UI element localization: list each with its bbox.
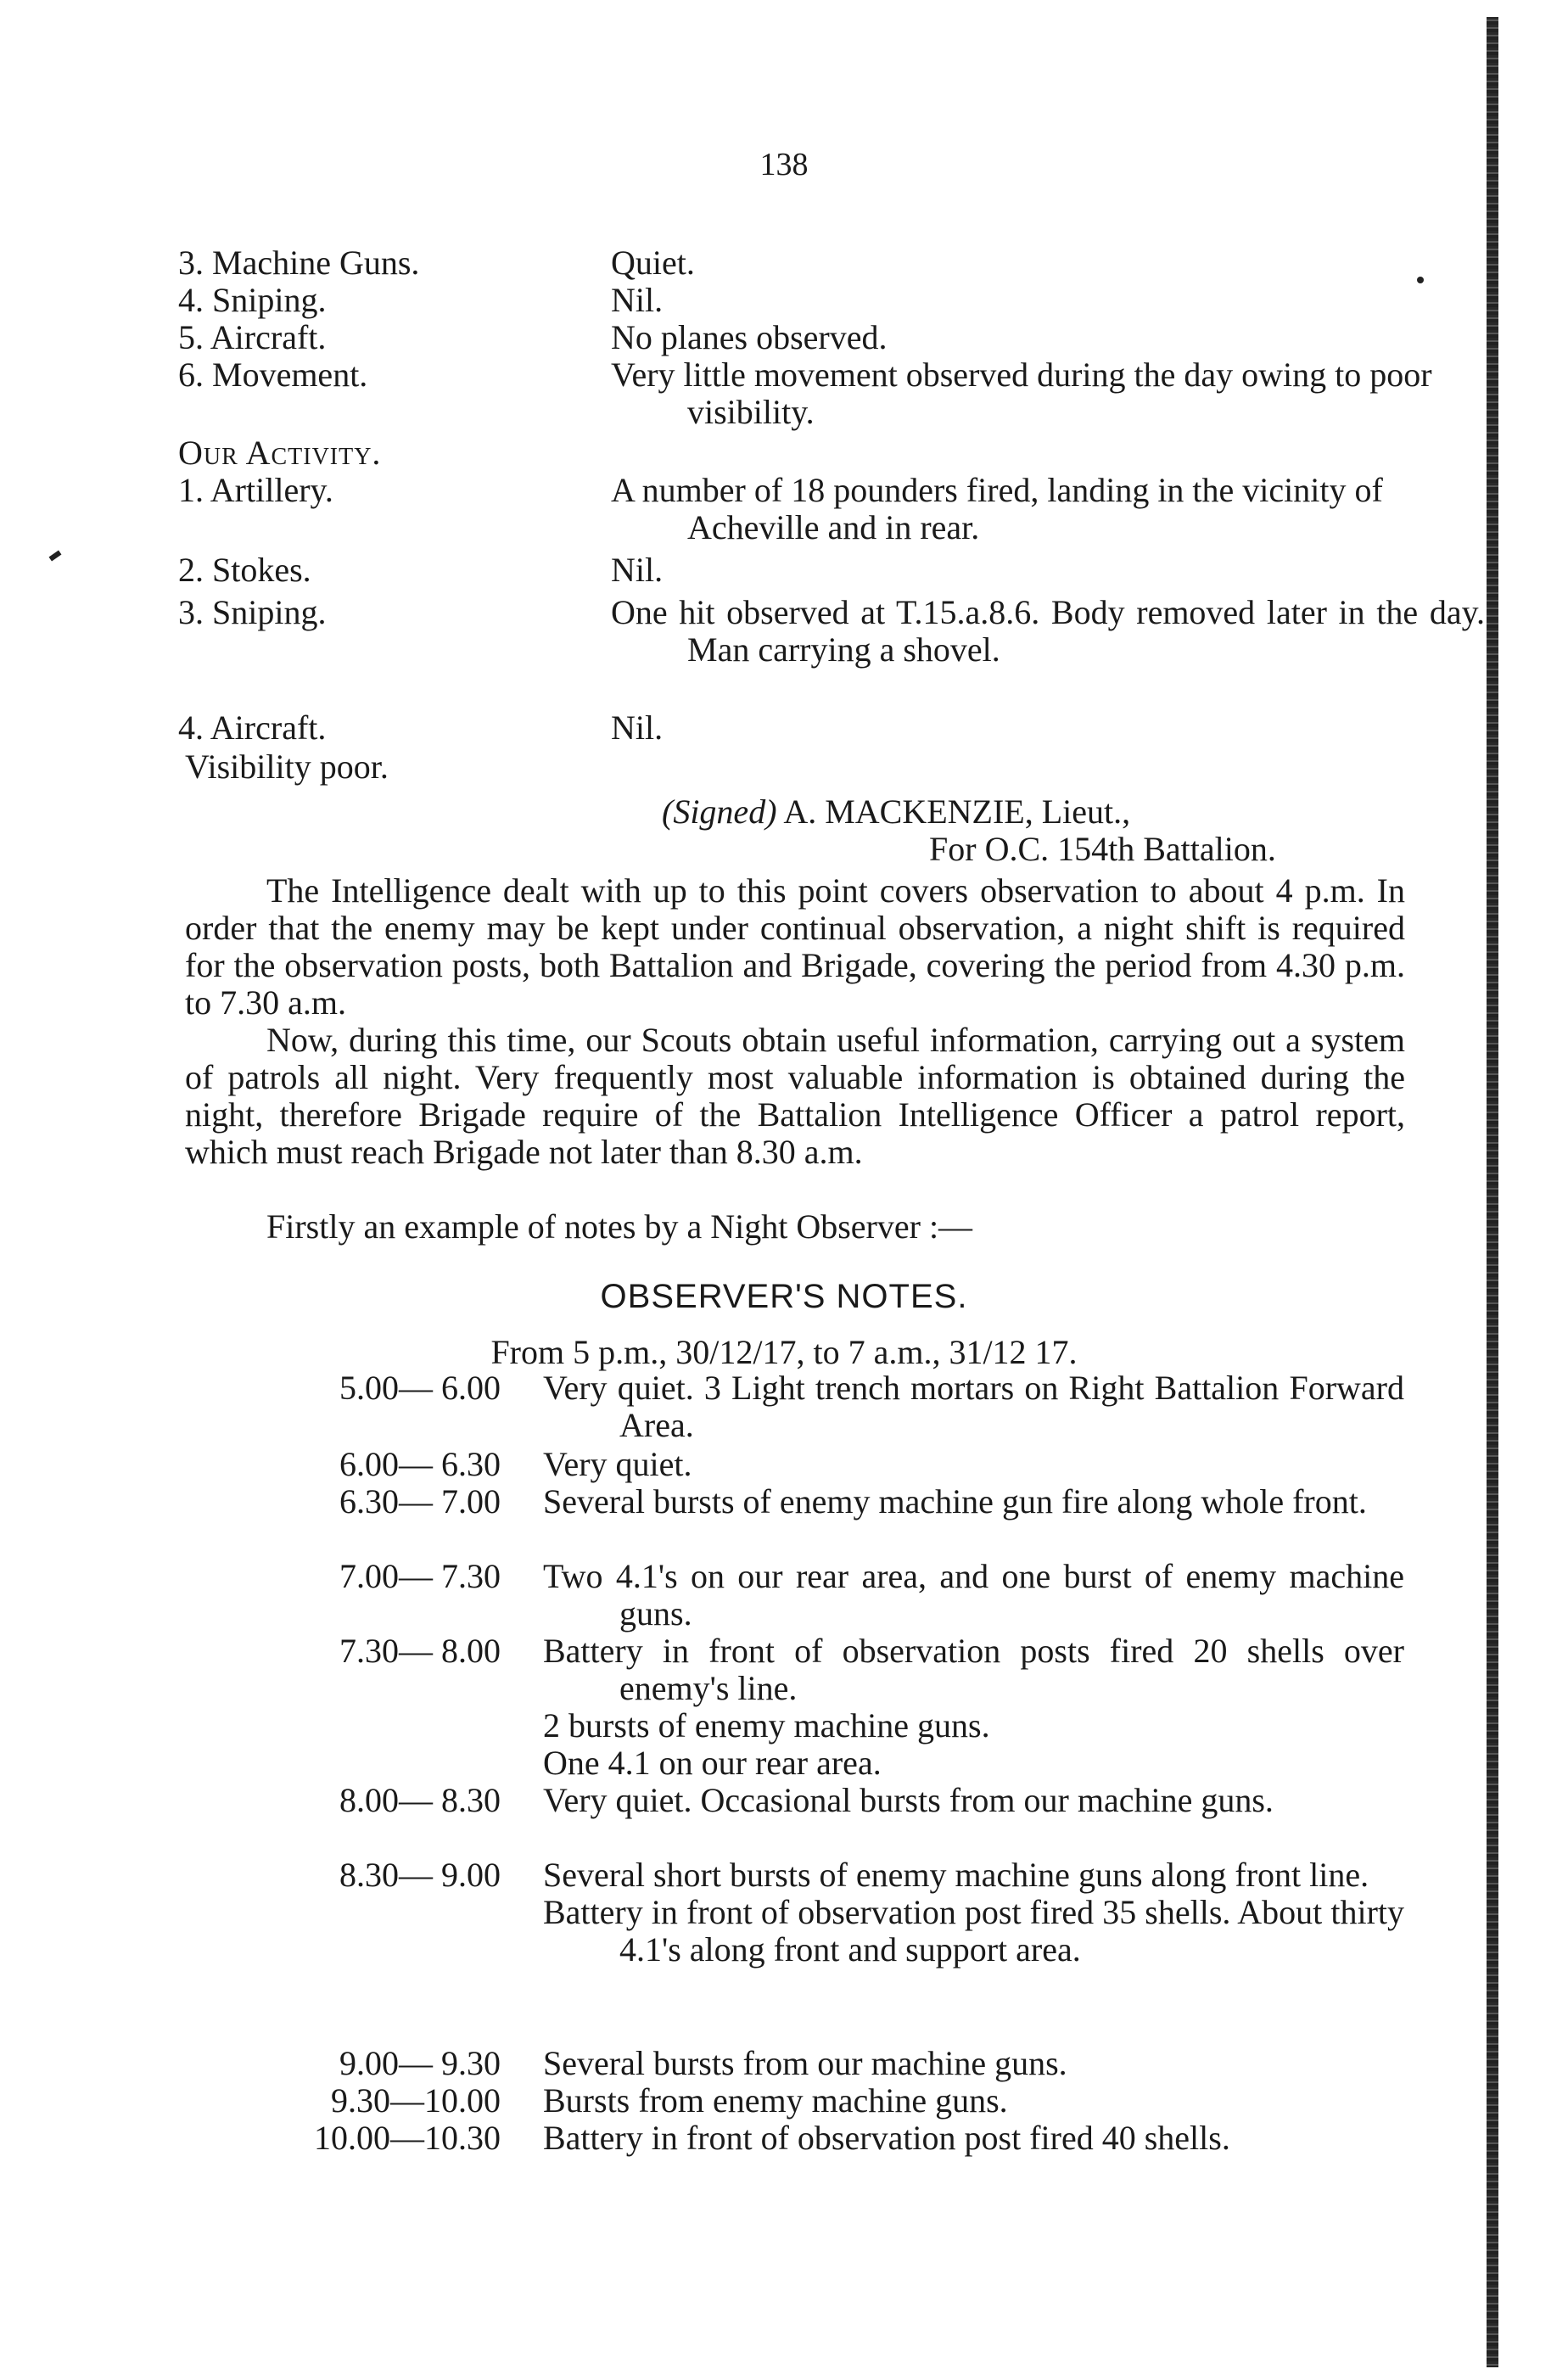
enemy-label-machine-guns: 3. Machine Guns. bbox=[178, 244, 420, 282]
note-entry bbox=[543, 1782, 1404, 1819]
note-entry bbox=[543, 2082, 1404, 2120]
note-entry-text: Several short bursts of enemy machine guns along front line. bbox=[543, 1856, 1369, 1894]
our-label-stokes: 2. Stokes. bbox=[178, 551, 311, 589]
note-entry-text: Several bursts from our machine guns. bbox=[543, 2044, 1067, 2082]
note-time: 6.00— 6.30 bbox=[339, 1445, 501, 1483]
note-entry bbox=[543, 1633, 1404, 1782]
note-time: 9.00— 9.30 bbox=[339, 2044, 501, 2082]
our-text-sniping: One hit observed at T.15.a.8.6. Body removed later in the day. Man carrying a shovel. bbox=[611, 593, 1485, 669]
paragraph-example-intro: Firstly an example of notes by a Night Observer :— bbox=[266, 1207, 973, 1246]
note-time: 10.00—10.30 bbox=[314, 2119, 501, 2157]
note-entry-text: Very quiet. bbox=[543, 1445, 692, 1483]
note-time: 7.30— 8.00 bbox=[339, 1632, 501, 1670]
our-label-artillery: 1. Artillery. bbox=[178, 471, 333, 509]
paragraph-night-patrols: Now, during this time, our Scouts obtain useful information, carrying out a system of patrols all night. Very frequently most valuable information is obtained during the night, therefore Brigade require of the Battalion Intelligence Officer a patrol report, which must reach Brigade not later than 8.30 a.m. bbox=[185, 1021, 1405, 1171]
paragraph-intelligence: The Intelligence dealt with up to this point covers observation to about 4 p.m. In order that the enemy may be kept under continual observation, a night shift is required for the observation posts, both Battalion and Brigade, covering the period from 4.30 p.m. to 7.30 a.m. bbox=[185, 871, 1405, 1022]
enemy-label-sniping: 4. Sniping. bbox=[178, 281, 327, 319]
note-entry-text: Very quiet. Occasional bursts from our machine guns. bbox=[543, 1781, 1274, 1819]
our-text-stokes: Nil. bbox=[611, 551, 664, 589]
signed-label: (Signed) bbox=[662, 792, 777, 831]
signature-name: A. MACKENZIE, Lieut., bbox=[783, 792, 1131, 831]
our-text-aircraft: Nil. bbox=[611, 708, 664, 747]
note-entry bbox=[543, 2045, 1404, 2082]
observer-notes-title: OBSERVER'S NOTES. bbox=[600, 1278, 968, 1315]
note-entry bbox=[543, 2120, 1404, 2157]
note-entry-text: Battery in front of observation post fired 40 shells. bbox=[543, 2119, 1230, 2157]
note-entry-text: Battery in front of observation posts fired 20 shells over enemy's line. bbox=[543, 1632, 1404, 1707]
note-time: 8.30— 9.00 bbox=[339, 1856, 501, 1894]
note-entry bbox=[543, 1483, 1404, 1521]
page-number: 138 bbox=[759, 147, 809, 182]
signature-for: For O.C. 154th Battalion. bbox=[929, 830, 1276, 868]
note-entry bbox=[543, 1558, 1404, 1633]
note-entry bbox=[543, 1857, 1404, 1969]
note-entry-text: Bursts from enemy machine guns. bbox=[543, 2081, 1008, 2120]
note-entry-text: Two 4.1's on our rear area, and one burst of enemy machine guns. bbox=[543, 1557, 1404, 1633]
our-text-artillery: A number of 18 pounders fired, landing in the vicinity of Acheville and in rear. bbox=[611, 471, 1383, 546]
note-entry bbox=[543, 1446, 1404, 1483]
enemy-text-sniping: Nil. bbox=[611, 281, 664, 319]
note-time: 8.00— 8.30 bbox=[339, 1781, 501, 1819]
note-entry-text: Several bursts of enemy machine gun fire along whole front. bbox=[543, 1482, 1367, 1521]
observer-period: From 5 p.m., 30/12/17, to 7 a.m., 31/12 17. bbox=[490, 1333, 1078, 1371]
note-time: 9.30—10.00 bbox=[331, 2081, 501, 2120]
enemy-label-movement: 6. Movement. bbox=[178, 356, 368, 394]
note-time: 7.00— 7.30 bbox=[339, 1557, 501, 1595]
our-label-aircraft: 4. Aircraft. bbox=[178, 708, 327, 747]
note-time: 5.00— 6.00 bbox=[339, 1369, 501, 1407]
our-label-sniping: 3. Sniping. bbox=[178, 593, 327, 631]
note-entry-text: 2 bursts of enemy machine guns. bbox=[543, 1706, 990, 1745]
note-entry bbox=[543, 1369, 1404, 1444]
signature-line bbox=[662, 793, 1130, 831]
our-activity-heading: Our Activity. bbox=[178, 434, 382, 472]
visibility-note: Visibility poor. bbox=[185, 748, 389, 786]
note-entry-text: One 4.1 on our rear area. bbox=[543, 1744, 882, 1782]
scan-speck bbox=[49, 551, 62, 562]
enemy-text-machine-guns: Quiet. bbox=[611, 244, 695, 282]
enemy-label-aircraft: 5. Aircraft. bbox=[178, 318, 327, 356]
scan-binding-edge bbox=[1487, 17, 1498, 2367]
enemy-text-movement: Very little movement observed during the day owing to poor visibility. bbox=[611, 356, 1432, 431]
scan-speck bbox=[1417, 277, 1424, 283]
note-time: 6.30— 7.00 bbox=[339, 1482, 501, 1521]
note-entry-text: Very quiet. 3 Light trench mortars on Right Battalion Forward Area. bbox=[543, 1369, 1404, 1444]
note-entry-text: Battery in front of observation post fired 35 shells. About thirty 4.1's along front and support area. bbox=[543, 1893, 1404, 1969]
enemy-text-aircraft: No planes observed. bbox=[611, 318, 888, 356]
